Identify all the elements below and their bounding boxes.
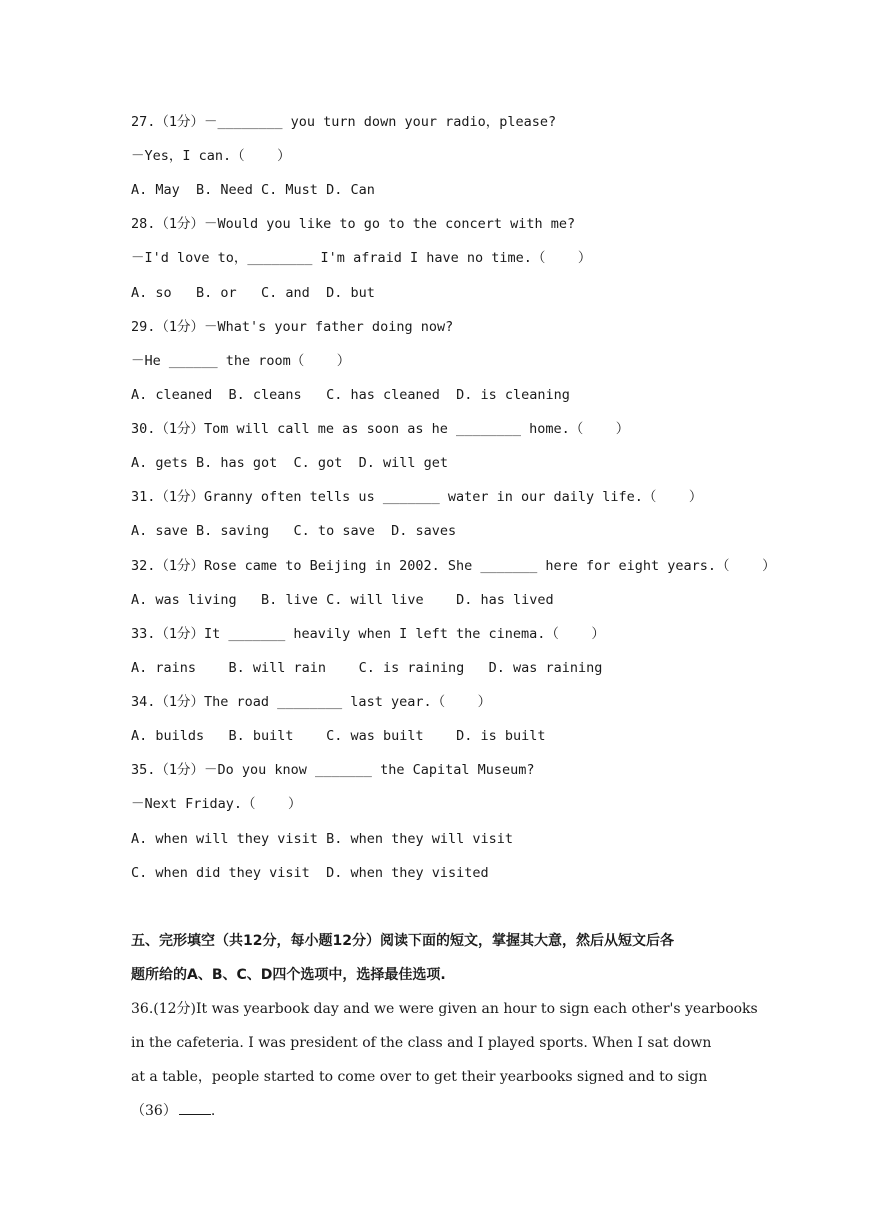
question-32-options: A. was living B. live C. will live D. has lived (131, 592, 554, 608)
question-28-stem: 28.（1分）－Would you like to go to the concert with me? (131, 216, 576, 232)
question-30-options: A. gets B. has got C. got D. will get (131, 455, 448, 471)
question-33-options: A. rains B. will rain C. is raining D. was raining (131, 660, 603, 676)
passage-line-1: 36.(12分)It was yearbook day and we were given an hour to sign each other's yearbooks (131, 1001, 758, 1017)
passage-line-2: in the cafeteria. I was president of the class and I played sports. When I sat down (131, 1035, 712, 1051)
question-29-options: A. cleaned B. cleans C. has cleaned D. is cleaning (131, 387, 570, 403)
question-29-answer: －He ______ the room（ ） (131, 353, 351, 369)
passage-end-period: . (210, 1103, 216, 1119)
question-27-answer: －Yes，I can.（ ） (131, 148, 291, 164)
passage-line-4 (131, 1101, 215, 1121)
question-35-options-line-2: C. when did they visit D. when they visited (131, 865, 489, 881)
question-32-stem: 32.（1分）Rose came to Beijing in 2002. She _______ here for eight years.（ ） (131, 558, 776, 574)
passage-blank-number: （36） (131, 1103, 177, 1119)
question-28-answer: －I'd love to，________ I'm afraid I have no time.（ ） (131, 250, 592, 266)
question-34-stem: 34.（1分）The road ________ last year.（ ） (131, 694, 492, 710)
question-35-answer: －Next Friday.（ ） (131, 796, 302, 812)
question-28-options: A. so B. or C. and D. but (131, 285, 375, 301)
question-33-stem: 33.（1分）It _______ heavily when I left the cinema.（ ） (131, 626, 605, 642)
question-34-options: A. builds B. built C. was built D. is built (131, 728, 546, 744)
question-27-stem: 27.（1分）－________ you turn down your radio，please? (131, 114, 557, 130)
question-29-stem: 29.（1分）－What's your father doing now? (131, 319, 454, 335)
question-35-stem: 35.（1分）－Do you know _______ the Capital Museum? (131, 762, 535, 778)
question-35-options-line-1: A. when will they visit B. when they will visit (131, 831, 514, 847)
answer-blank[interactable] (179, 1101, 211, 1115)
section-5-heading-line-1: 五、完形填空（共12分，每小题12分）阅读下面的短文，掌握其大意，然后从短文后各 (131, 933, 674, 949)
question-31-options: A. save B. saving C. to save D. saves (131, 523, 457, 539)
passage-line-3: at a table，people started to come over to get their yearbooks signed and to sign (131, 1069, 708, 1085)
question-31-stem: 31.（1分）Granny often tells us _______ water in our daily life.（ ） (131, 489, 703, 505)
question-30-stem: 30.（1分）Tom will call me as soon as he ________ home.（ ） (131, 421, 630, 437)
question-27-options: A. May B. Need C. Must D. Can (131, 182, 375, 198)
section-5-heading-line-2: 题所给的A、B、C、D四个选项中，选择最佳选项. (131, 967, 446, 983)
